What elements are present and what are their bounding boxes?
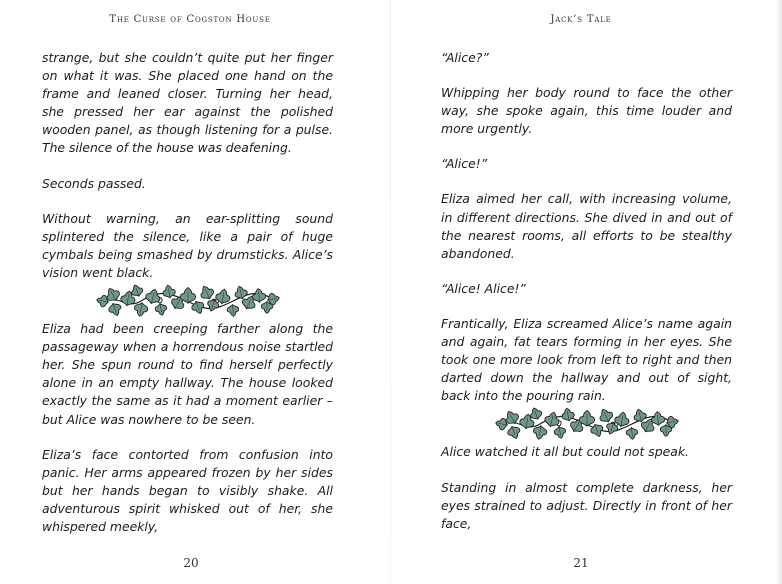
paragraph: “Alice!”	[441, 156, 488, 172]
paragraph: Whipping her body round to face the other way, she spoke again, this time louder and more urgently.	[441, 85, 732, 137]
ivy-vine-ornament-icon	[441, 405, 732, 443]
paragraph: Without warning, an ear-splitting sound splintered the silence, like a pair of huge cymbals being smashed by drumsticks. Alice’s vision went black.	[42, 210, 333, 280]
running-head-chapter-title: Jack’s Tale	[550, 14, 612, 25]
paragraph: “Alice! Alice!”	[441, 280, 526, 296]
paragraph: Seconds passed.	[42, 175, 146, 191]
left-page-body	[42, 49, 333, 536]
paragraph: Eliza’s face contorted from confusion into panic. Her arms appeared frozen by her sides but her hands began to visibly shake. All adventurous spirit whisked out of her, she whispered meekly,	[42, 446, 333, 534]
ivy-vine-ornament-icon	[42, 282, 333, 320]
paragraph: “Alice?”	[441, 50, 489, 65]
page-number: 20	[183, 556, 199, 570]
page-edge-shadow	[777, 0, 782, 584]
paragraph: Frantically, Eliza screamed Alice’s name again and again, fat tears forming in her eyes. She took one more look from left to right and then darted down the hallway and out of sight, back into the pouring rain.	[441, 315, 732, 404]
paragraph: Eliza had been creeping farther along the passageway when a horrendous noise startled her. She spun round to find herself perfectly alone in an empty hallway. The house looked exactly the same as it had a moment earlier – but Alice was nowhere to be seen.	[42, 321, 333, 427]
running-head-book-title: The Curse of Cogston House	[109, 14, 271, 25]
paragraph: Alice watched it all but could not speak.	[441, 444, 689, 460]
right-page-body	[441, 49, 732, 533]
paragraph: strange, but she couldn’t quite put her finger on what it was. She placed one hand on the frame and leaned closer. Turning her head, she pressed her ear against the polished wooden panel, as though listening for a pulse. The silence of the house was deafening.	[42, 50, 333, 156]
paragraph: Standing in almost complete darkness, her eyes strained to adjust. Directly in front of her face,	[441, 479, 732, 531]
page-number: 21	[573, 556, 589, 570]
paragraph: Eliza aimed her call, with increasing volume, in different directions. She dived in and out of the nearest rooms, all efforts to be stealthy abandoned.	[441, 191, 732, 261]
right-page	[391, 0, 782, 584]
